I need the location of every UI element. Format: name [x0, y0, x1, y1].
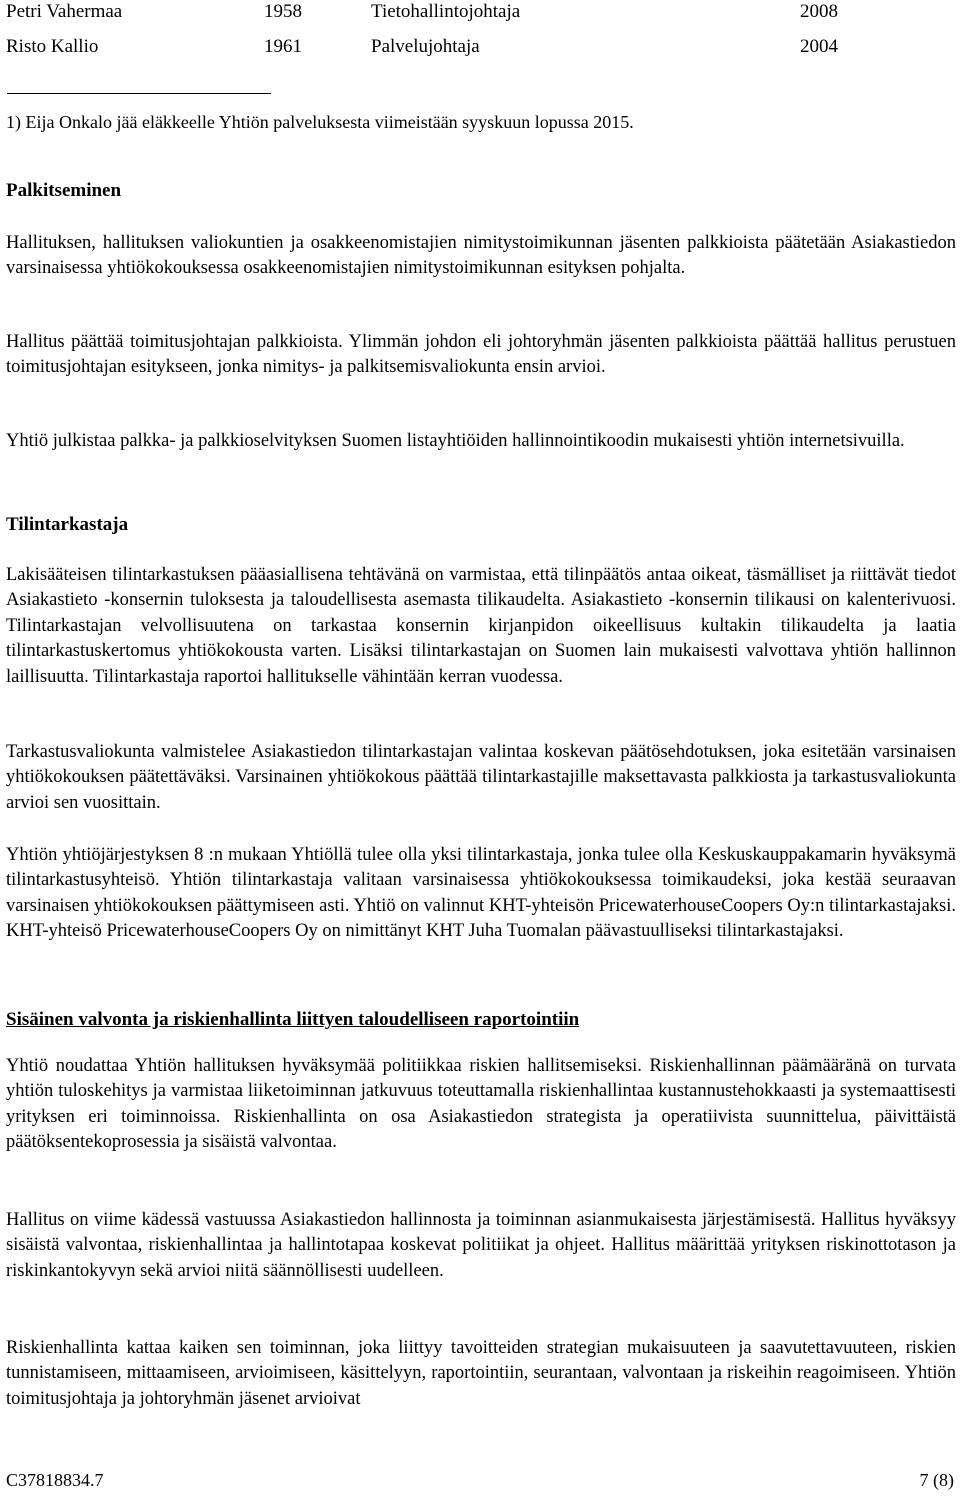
- footnote: 1) Eija Onkalo jää eläkkeelle Yhtiön palveluksesta viimeistään syyskuun lopussa 2015.: [6, 112, 634, 132]
- section-heading-tilintarkastaja: Tilintarkastaja: [6, 514, 129, 535]
- member-born: 1961: [264, 36, 302, 57]
- paragraph: Yhtiö julkistaa palkka- ja palkkioselvityksen Suomen listayhtiöiden hallinnointikoodin mukaisesti yhtiön internetsivuilla.: [6, 431, 905, 451]
- paragraph: Tarkastusvaliokunta valmistelee Asiakastiedon tilintarkastajan valintaa koskevan päätösehdotuksen, joka esitetään varsinaisen yhtiökokouksen päätettäväksi. Varsinainen yhtiökokous päättää tilintarkastajille maksettavasta palkkiosta ja tarkastusvaliokunta arvioi sen vuosittain.: [6, 742, 956, 813]
- member-since: 2008: [800, 1, 838, 22]
- page-footer: [6, 1469, 954, 1491]
- document-id: C37818834.7: [6, 1470, 104, 1490]
- member-born: 1958: [264, 1, 302, 22]
- section-heading-palkitseminen: Palkitseminen: [6, 180, 122, 201]
- paragraph: Hallitus on viime kädessä vastuussa Asiakastiedon hallinnosta ja toiminnan asianmukaisesta järjestämisestä. Hallitus hyväksyy sisäistä valvontaa, riskienhallintaa ja hallintotapaa koskevat politiikat ja ohjeet. Hallitus määrittää yrityksen riskinottotason ja riskinkantokyvyn sekä arvioi niitä säännöllisesti uudelleen.: [6, 1210, 956, 1281]
- paragraph: Lakisääteisen tilintarkastuksen pääasiallisena tehtävänä on varmistaa, että tilinpäätös antaa oikeat, täsmälliset ja riittävät tiedot Asiakastieto -konsernin tuloksesta ja taloudellisesta asemasta tilikaudelta. Asiakastieto -konsernin tilikausi on kalenterivuosi. Tilintarkastajan velvollisuutena on tarkastaa konsernin kirjanpidon oikeellisuus kultakin tilikaudelta ja laatia tilintarkastuskertomus yhtiökokousta varten. Lisäksi tilintarkastajan on Suomen lain mukaisesti valvottava yhtiön hallinnon laillisuutta. Tilintarkastaja raportoi hallitukselle vähintään kerran vuodessa.: [6, 565, 956, 687]
- paragraph: Hallituksen, hallituksen valiokuntien ja osakkeenomistajien nimitystoimikunnan jäsenten palkkioista päätetään Asiakastiedon varsinaisessa yhtiökokouksessa osakkeenomistajien nimitystoimikunnan esityksen pohjalta.: [6, 233, 956, 279]
- member-role: Tietohallintojohtaja: [371, 1, 521, 22]
- member-role: Palvelujohtaja: [371, 36, 480, 57]
- footnote-divider: [7, 93, 271, 94]
- paragraph: Yhtiö noudattaa Yhtiön hallituksen hyväksymää politiikkaa riskien hallitsemiseksi. Riskienhallinnan päämääränä on turvata yhtiön tuloskehitys ja varmistaa liiketoiminnan jatkuvuus toteuttamalla riskienhallintaa kustannustehokkaasti ja systemaattisesti yrityksen eri toiminnoissa. Riskienhallinta on osa Asiakastiedon strategista ja operatiivista suunnittelua, päivittäistä päätöksentekoprosessia ja sisäistä valvontaa.: [6, 1056, 956, 1153]
- member-name: Risto Kallio: [6, 36, 99, 57]
- page-number: 7 (8): [919, 1470, 954, 1490]
- member-since: 2004: [800, 36, 838, 57]
- paragraph: Yhtiön yhtiöjärjestyksen 8 :n mukaan Yhtiöllä tulee olla yksi tilintarkastaja, jonka tulee olla Keskuskauppakamarin hyväksymä tilintarkastusyhteisö. Yhtiön tilintarkastaja valitaan varsinaisessa yhtiökokouksessa toimikaudeksi, joka kestää seuraavan varsinaisen yhtiökokouksen päättymiseen asti. Yhtiö on valinnut KHT-yhteisön PricewaterhouseCoopers Oy:n tilintarkastajaksi. KHT-yhteisö PricewaterhouseCoopers Oy on nimittänyt KHT Juha Tuomalan päävastuulliseksi tilintarkastajaksi.: [6, 845, 956, 942]
- paragraph: Riskienhallinta kattaa kaiken sen toiminnan, joka liittyy tavoitteiden strategian mukaisuuteen ja saavutettavuuteen, riskien tunnistamiseen, mittaamiseen, arvioimiseen, käsittelyyn, raportointiin, seurantaan, valvontaan ja riskeihin reagoimiseen. Yhtiön toimitusjohtaja ja johtoryhmän jäsenet arvioivat: [6, 1338, 956, 1409]
- section-heading-sisainen-valvonta: Sisäinen valvonta ja riskienhallinta liittyen taloudelliseen raportointiin: [6, 1009, 580, 1030]
- paragraph: Hallitus päättää toimitusjohtajan palkkioista. Ylimmän johdon eli johtoryhmän jäsenten palkkioista päättää hallitus perustuen toimitusjohtajan esitykseen, jonka nimitys- ja palkitsemisvaliokunta ensin arvioi.: [6, 332, 956, 378]
- member-name: Petri Vahermaa: [6, 1, 123, 22]
